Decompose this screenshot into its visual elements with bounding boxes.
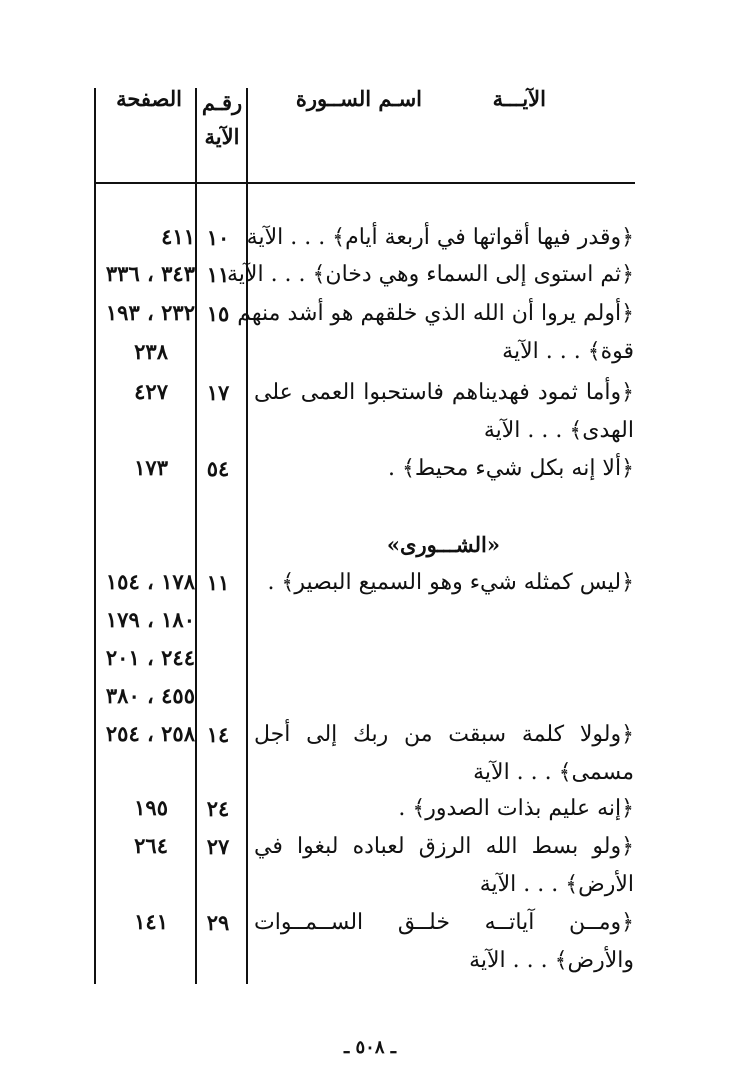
verse-line: ﴿إنه عليم بذات الصدور﴾ . [398, 796, 634, 821]
header-page-label: الصفحة [116, 86, 182, 111]
page-ref: ٢٥٨ ، ٢٥٤ [105, 721, 195, 746]
page-ref: ٢٣٢ ، ١٩٣ [105, 300, 195, 325]
surah-title: «الشـــورى» [386, 532, 500, 557]
header-underline [94, 182, 635, 184]
right-column-divider [246, 88, 248, 184]
page-ref: ٢٦٤ [134, 833, 168, 858]
page-ref: ٤٢٧ [134, 379, 168, 404]
verse-line: مسمى﴾ . . . الآية [473, 760, 634, 785]
verse-line: قوة﴾ . . . الآية [502, 339, 634, 364]
ayah-number: ١٥ [206, 301, 230, 326]
page-ref: ٣٤٣ ، ٣٣٦ [105, 261, 195, 286]
verse-line: ﴿ولو بسط الله الرزق لعباده لبغوا في [254, 834, 634, 859]
ayah-number: ٢٤ [206, 796, 230, 821]
ayah-number: ١١ [206, 262, 230, 287]
verse-line: ﴿ومــن آياتــه خلــق الســمــوات [254, 910, 634, 935]
page-ref: ٢٤٤ ، ٢٠١ [105, 645, 195, 670]
verse-line: ﴿وقدر فيها أقواتها في أربعة أيام﴾ . . . الآية [246, 225, 634, 250]
page-ref: ١٤١ [134, 909, 168, 934]
ayah-number: ١٤ [206, 722, 230, 747]
page-ref: ١٧٣ [134, 455, 168, 480]
header-verse-label: الآيـــة [492, 86, 546, 111]
verse-line: والأرض﴾ . . . الآية [469, 948, 634, 973]
verse-line: ﴿ولولا كلمة سبقت من ربك إلى أجل [254, 722, 634, 747]
page-number: ـ ٥٠٨ ـ [343, 1037, 397, 1058]
header-surah-label: اسـم الســورة [295, 86, 422, 111]
left-table-border [94, 88, 96, 984]
verse-line: الأرض﴾ . . . الآية [479, 872, 634, 897]
verse-line: ﴿ألا إنه بكل شيء محيط﴾ . [388, 456, 634, 481]
page-ref: ١٨٠ ، ١٧٩ [105, 607, 195, 632]
verse-line: ﴿ليس كمثله شيء وهو السميع البصير﴾ . [267, 570, 634, 595]
page-ref: ٤٥٥ ، ٣٨٠ [105, 683, 195, 708]
page-ref: ١٧٨ ، ١٥٤ [105, 569, 195, 594]
ayah-number: ٥٤ [206, 456, 230, 481]
verse-line: ﴿ثم استوى إلى السماء وهي دخان﴾ . . . الآية [227, 262, 634, 287]
page-ref: ٢٣٨ [134, 339, 168, 364]
verse-line: ﴿وأما ثمود فهديناهم فاستحبوا العمى على [254, 380, 634, 405]
page-ref: ١٩٥ [134, 795, 168, 820]
ayah-number: ١٧ [206, 380, 230, 405]
page-ref: ٤١١ [161, 224, 195, 249]
verse-line: ﴿أولم يروا أن الله الذي خلقهم هو أشد منهم [237, 301, 634, 326]
header-ayah-label-1: رقـم [201, 90, 243, 115]
ayah-number: ١١ [206, 570, 230, 595]
verse-line: الهدى﴾ . . . الآية [483, 418, 634, 443]
ayah-number: ٢٧ [206, 834, 230, 859]
header-ayah-label-2: الآية [204, 124, 240, 149]
ayah-number: ١٠ [206, 225, 230, 250]
ayah-number: ٢٩ [206, 910, 230, 935]
